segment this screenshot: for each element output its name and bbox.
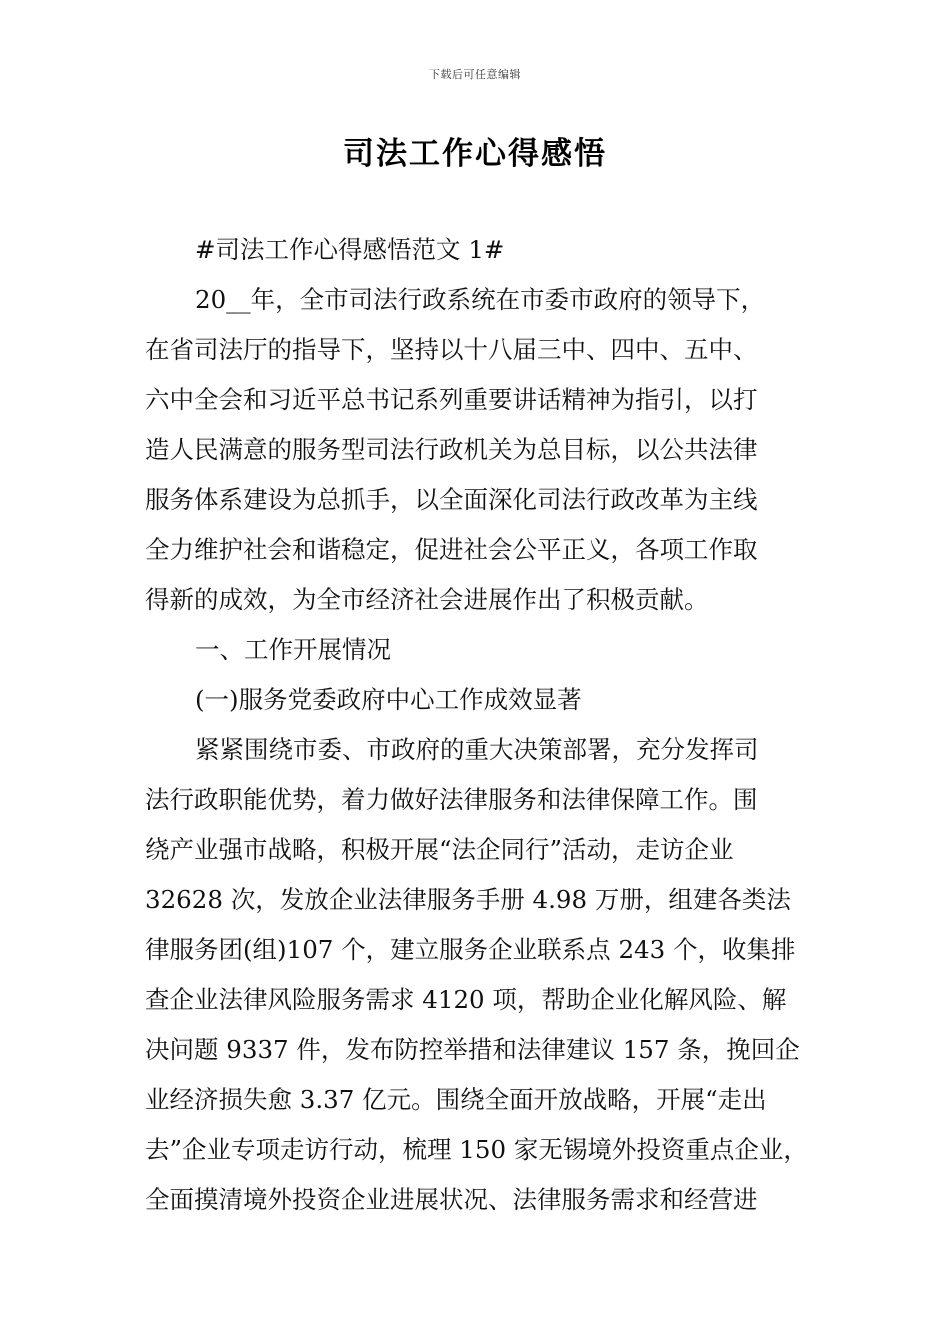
paragraph-line: 得新的成效，为全市经济社会进展作出了积极贡献。 (145, 585, 709, 614)
document-title: 司法工作心得感悟 (343, 136, 607, 172)
paragraph-line: 服务体系建设为总抓手，以全面深化司法行政改革为主线 (145, 485, 758, 514)
paragraph-line: 全力维护社会和谐稳定，促进社会公平正义，各项工作取 (145, 535, 758, 564)
paragraph-line: 20__年，全市司法行政系统在市委市政府的领导下， (195, 285, 766, 314)
paragraph-line: 决问题 9337 件，发布防控举措和法律建议 157 条，挽回企 (145, 1035, 800, 1064)
header-note: 下载后可任意编辑 (429, 68, 521, 81)
section-heading: #司法工作心得感悟范文 1# (195, 235, 505, 264)
section-heading: 一、工作开展情况 (195, 635, 391, 664)
paragraph-line: 六中全会和习近平总书记系列重要讲话精神为指引，以打 (145, 385, 758, 414)
paragraph-line: 全面摸清境外投资企业进展状况、法律服务需求和经营进 (145, 1185, 758, 1214)
paragraph-line: 查企业法律风险服务需求 4120 项，帮助企业化解风险、解 (145, 985, 787, 1014)
paragraph-line: 业经济损失愈 3.37 亿元。围绕全面开放战略，开展“走出 (145, 1085, 767, 1114)
subsection-heading: (一)服务党委政府中心工作成效显著 (195, 685, 582, 714)
paragraph-line: 在省司法厅的指导下，坚持以十八届三中、四中、五中、 (145, 335, 758, 364)
paragraph-line: 32628 次，发放企业法律服务手册 4.98 万册，组建各类法 (145, 885, 791, 914)
paragraph-line: 律服务团(组)107 个，建立服务企业联系点 243 个，收集排 (145, 935, 796, 964)
paragraph-line: 造人民满意的服务型司法行政机关为总目标，以公共法律 (145, 435, 758, 464)
paragraph-line: 去”企业专项走访行动，梳理 150 家无锡境外投资重点企业， (145, 1135, 808, 1164)
paragraph-line: 紧紧围绕市委、市政府的重大决策部署，充分发挥司 (195, 735, 759, 764)
paragraph-line: 绕产业强市战略，积极开展“法企同行”活动，走访企业 (145, 835, 734, 864)
paragraph-line: 法行政职能优势，着力做好法律服务和法律保障工作。围 (145, 785, 758, 814)
